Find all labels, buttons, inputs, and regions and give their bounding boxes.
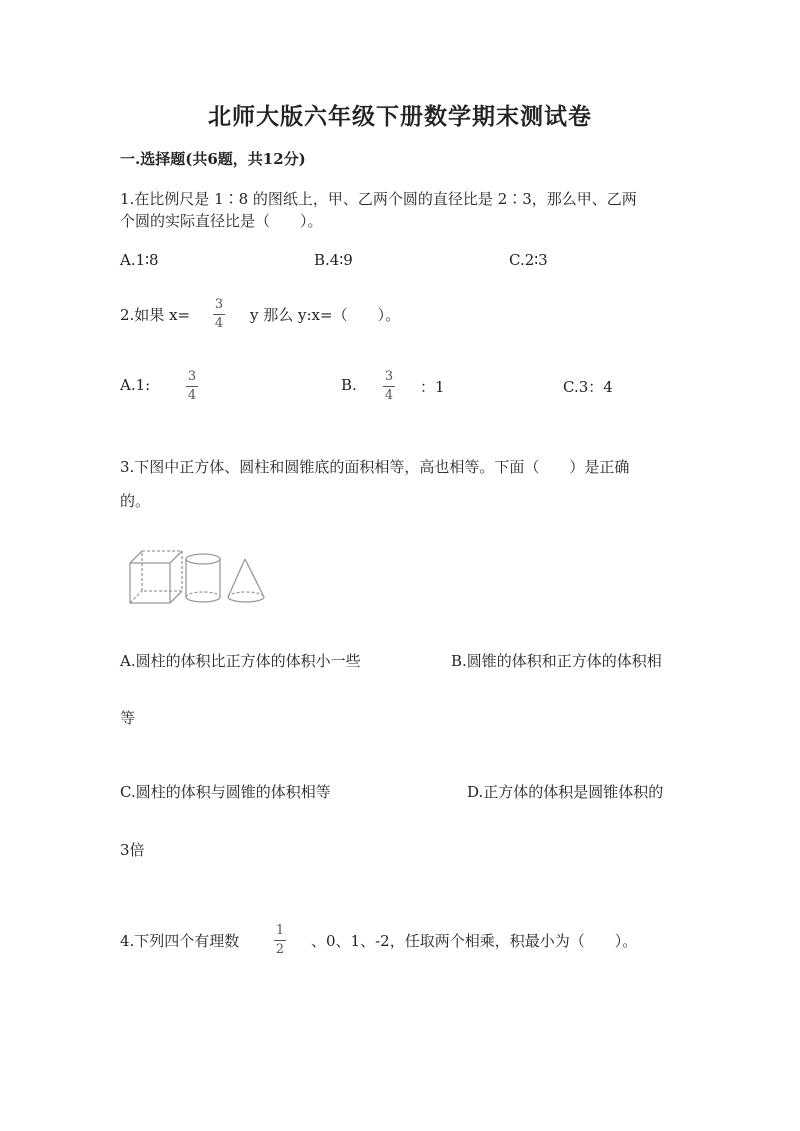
fraction-numerator: 3 <box>187 369 197 384</box>
fraction-denominator: 4 <box>187 388 197 403</box>
q3-option-d: D.正方体的体积是圆锥体积的 <box>467 783 664 801</box>
q2-suffix: y 那么 y:x=（ ）。 <box>250 306 401 324</box>
fraction-numerator: 3 <box>384 369 394 384</box>
q1-option-c: C.2∶3 <box>509 251 548 269</box>
q3-text-line2: 的。 <box>120 492 151 510</box>
cone-icon <box>228 559 264 602</box>
q2-option-a-fraction <box>186 370 198 402</box>
q2-option-a: A.1: <box>120 376 151 394</box>
q2-fraction <box>213 298 225 330</box>
q3-option-c: C.圆柱的体积与圆锥的体积相等 <box>120 783 331 801</box>
q2-option-b: B. <box>341 376 357 394</box>
cube-icon <box>130 551 182 603</box>
q2-option-b-fraction <box>383 370 395 402</box>
q3-option-b: B.圆锥的体积和正方体的体积相 <box>451 652 662 670</box>
fraction-bar <box>213 314 225 315</box>
fraction-bar <box>274 940 286 941</box>
q4-prefix: 4.下列四个有理数 <box>120 932 240 950</box>
q4-suffix: 、0、1、-2，任取两个相乘，积最小为（ ）。 <box>311 932 638 950</box>
q2-prefix: 2.如果 x= <box>120 306 191 324</box>
fraction-numerator: 3 <box>214 297 224 312</box>
q4-fraction <box>274 924 286 956</box>
q1-option-b: B.4∶9 <box>314 251 353 269</box>
q2-option-c: C.3：4 <box>563 378 613 396</box>
fraction-numerator: 1 <box>275 923 285 938</box>
cylinder-icon <box>186 554 220 602</box>
q3-option-a: A.圆柱的体积比正方体的体积小一些 <box>120 652 361 670</box>
q1-text-line2: 个圆的实际直径比是（ ）。 <box>120 212 323 230</box>
q3-text-line1: 3.下图中正方体、圆柱和圆锥底的面积相等，高也相等。下面（ ）是正确 <box>120 458 630 476</box>
page-title: 北师大版六年级下册数学期末测试卷 <box>208 103 592 130</box>
fraction-bar <box>186 386 198 387</box>
fraction-denominator: 4 <box>214 316 224 331</box>
q1-text-line1: 1.在比例尺是 1∶8 的图纸上，甲、乙两个圆的直径比是 2∶3，那么甲、乙两 <box>120 190 637 208</box>
fraction-denominator: 2 <box>275 942 285 957</box>
q2-option-b-tail: ：1 <box>420 378 445 396</box>
fraction-denominator: 4 <box>384 388 394 403</box>
q3-option-d-continued: 3倍 <box>120 841 145 859</box>
q1-option-a: A.1∶8 <box>120 251 159 269</box>
solids-figure <box>128 549 270 607</box>
fraction-bar <box>383 386 395 387</box>
q3-option-b-continued: 等 <box>120 709 136 727</box>
section-heading: 一.选择题(共6题，共12分) <box>120 150 306 168</box>
